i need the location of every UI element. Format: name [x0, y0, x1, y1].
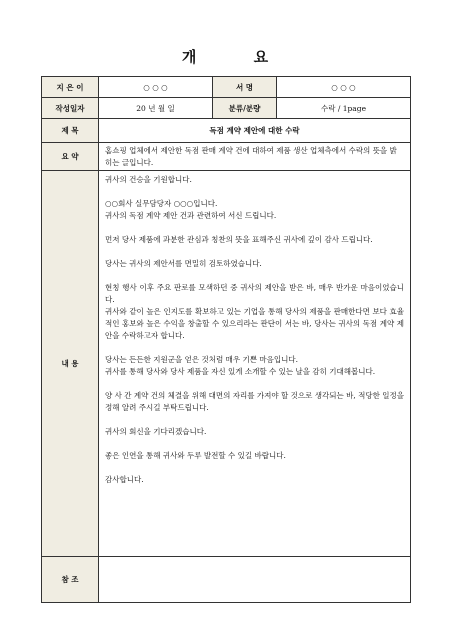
content-paragraph: 양 사 간 계약 건의 체결을 위해 대면의 자리를 가져야 할 것으로 생각되는 바, 적당한 일정을 정해 알려 주시길 부탁드립니다. [105, 391, 404, 412]
document-title: 개 요 [181, 48, 295, 66]
content-paragraph: 당사는 귀사의 제안서를 면밀히 검토하였습니다. [105, 259, 262, 268]
content-paragraph: 귀사의 회신을 기다리겠습니다. [105, 427, 207, 436]
subject-value: 독점 계약 제안에 대한 수락 [99, 119, 411, 143]
subject-label: 제 목 [42, 119, 99, 143]
content-paragraph: 당사는 든든한 지원군을 얻은 것처럼 매우 기쁜 마음입니다. 귀사를 통해 당사와 당사 제품을 자신 있게 소개할 수 있는 날을 감히 기대해봅니다. [105, 355, 376, 376]
name-label: 서 명 [213, 77, 277, 98]
content-paragraph: 감사합니다. [105, 475, 144, 484]
content-paragraph: 먼저 당사 제품에 과분한 관심과 칭찬의 뜻을 표해주신 귀사에 깊이 감사 드립니다. [105, 235, 373, 244]
summary-value: 홈쇼핑 업체에서 제안한 독점 판매 계약 건에 대하여 제품 생산 업체측에서 수락의 뜻을 밝히는 글입니다. [99, 143, 411, 171]
content-paragraph: ○○회사 실무담당자 ○○○입니다. 귀사의 독점 계약 제안 건과 관련하여 서신 드립니다. [105, 199, 277, 220]
content-paragraph: 좋은 인연을 통해 귀사와 두루 발전할 수 있길 바랍니다. [105, 451, 286, 460]
reference-value [99, 557, 411, 603]
author-label: 지 은 이 [42, 77, 99, 98]
overview-table [41, 76, 411, 603]
date-label: 작성일자 [42, 98, 99, 119]
content-body [99, 171, 411, 557]
content-paragraph: 귀사의 건승을 기원합니다. [105, 175, 192, 184]
content-paragraphs [105, 174, 404, 486]
summary-label: 요 약 [42, 143, 99, 171]
category-value: 수락 / 1page [277, 98, 411, 119]
date-value: 20 년 월 일 [99, 98, 213, 119]
category-label: 분류/분량 [213, 98, 277, 119]
content-label: 내 용 [42, 171, 99, 557]
name-value: ○ ○ ○ [277, 77, 411, 98]
author-value: ○ ○ ○ [99, 77, 213, 98]
content-paragraph: 현칭 행사 이후 주요 판로를 모색하던 중 귀사의 제안을 받은 바, 매우 반가운 마음이었습니다. 귀사와 같이 높은 인지도를 확보하고 있는 기업을 통해 당사의 제품을 판매한다면 보다 효율적인 홍보와 높은 수익을 창출할 수 있으리라는 판단이 서는 바, 당사는 귀사의 독점 계약 제안을 수락하고자 합니다. [105, 283, 404, 340]
reference-label: 참 조 [42, 557, 99, 603]
